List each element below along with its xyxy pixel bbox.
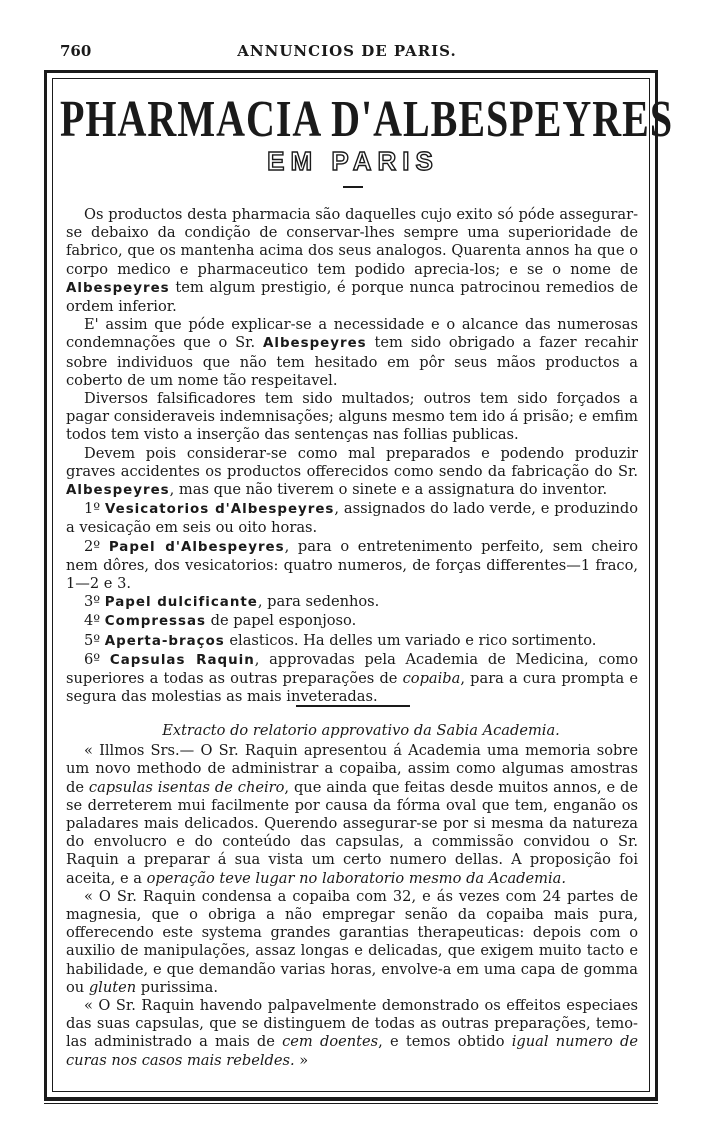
extract-paragraph [66,888,638,997]
page-header [60,42,634,62]
text-run: 4º [84,612,105,630]
product-name: Vesicatorios d'Albespeyres [105,502,335,518]
ad-paragraph [66,445,638,501]
text-run: tem sido obrigado a fazer recahir sobre individuos que não tem hesitado em pôr seus mãos productos a coberto de um nome tão respeitavel. [66,334,638,389]
text-run: 1º [84,500,105,518]
product-name: Albespeyres [262,336,367,352]
text-run: purissima. [136,978,218,996]
text-run: Diversos falsificadores tem sido multados; outros tem sido forçados a pagar consideraveis indemnisações; alguns mesmo tem ido á prisão; e emfim todos tem visto a inserção das sentenças nas follias publicas. [66,390,638,444]
product-name: Albespeyres [66,280,170,296]
text-run: , para o entretenimento perfeito, sem cheiro nem dôres, dos vesicatorios: quatro numeros, de forças differentes—1 fraco, 1—2 e 3. [66,537,638,593]
text-run: , e temos obtido [378,1033,512,1051]
italic-text: capsulas isentas de cheiro [88,778,285,796]
product-name: Albespeyres [66,483,170,499]
ad-paragraph [66,316,638,390]
italic-text: igual numero de curas nos casos mais rebeldes. [66,1033,638,1069]
advertisement-subtitle: EM PARIS [267,146,439,176]
section-divider [296,705,410,707]
text-run: , approvadas pela Academia de Medicina, como superiores a todas as outras preparações de [66,650,638,688]
ad-paragraph [66,500,638,537]
text-run: » [294,1051,309,1069]
extract-paragraph [66,742,638,888]
academy-report-extract [66,722,638,1070]
product-name: Compressas [104,614,206,630]
page-number: 760 [60,42,92,60]
italic-text: copaiba [402,670,461,688]
text-run: elasticos. Ha delles um variado e rico sortimento. [224,631,597,649]
text-run: 3º [84,593,105,611]
text-run: « Illmos Srs.— O Sr. Raquin apresentou á Academia uma memoria sobre um novo methodo de administrar a copaiba, assim como algumas amostras de [66,742,638,796]
extract-paragraph [66,997,638,1070]
running-head: ANNUNCIOS DE PARIS. [237,42,457,60]
product-name: Papel dulcificante [104,595,258,611]
advertisement-body [66,206,638,706]
text-run: « O Sr. Raquin havendo palpavelmente demonstrado os effeitos especiaes das suas capsulas, que se distinguem de todas as outras preparações, temo-las administrado a mais de [66,997,638,1051]
text-run: de papel esponjoso. [206,612,357,630]
bottom-border [44,1098,658,1104]
text-run: tem algum prestigio, é porque nunca patrocinou remedios de ordem inferior. [66,278,638,316]
text-run: Os productos desta pharmacia são daquelles cujo exito só póde assegurar-se debaixo da condição de conservar-lhes sempre uma superioridade de fabrico, que os mantenha acima dos seus analogos. Quarenta annos ha que o corpo medico e pharmaceutico tem podido aprecia-los; e se o nome de [66,206,638,278]
text-run: , para sedenhos. [257,593,380,611]
text-run: 2º [84,537,109,555]
text-run: 5º [84,631,105,649]
extract-body [66,742,638,1070]
italic-text: operação teve lugar no laboratorio mesmo da Academia. [146,869,566,887]
product-name: Aperta-braços [104,633,225,649]
text-run: , mas que não tiverem o sinete e a assignatura do inventor. [169,481,608,499]
ad-paragraph [66,538,638,594]
product-name: Capsulas Raquin [109,652,255,668]
text-run: , assignados do lado verde, e produzindo a vesicação em seis ou oito horas. [66,500,639,537]
product-name: Papel d'Albespeyres [108,539,285,555]
ad-paragraph [66,651,638,707]
text-run: , para a cura prompta e segura das molestias as mais inveteradas. [66,670,638,706]
italic-text: cem doentes [282,1033,379,1051]
ad-paragraph [66,612,638,631]
ad-paragraph [66,632,638,651]
italic-text: gluten [88,978,137,996]
text-run: E' assim que póde explicar-se a necessidade e o alcance das numerosas condemnações que o Sr. [66,316,638,352]
ad-paragraph [66,206,638,316]
text-run: Devem pois considerar-se como mal preparados e podendo produzir graves accidentes os productos offerecidos como sendo da fabricação do Sr. [66,444,638,480]
ad-paragraph [66,390,638,445]
text-run: « O Sr. Raquin condensa a copaiba com 32, e ás vezes com 24 partes de magnesia, que o obriga a não empregar senão da copaiba mais pura, offerecendo este systema grandes garantias therapeuticas: depois com o auxilio de manipulações, assaz longas e delicadas, que exigem muito tacto e habilidade, e que demandão varias horas, envolve-a em uma capa de gomma ou [66,887,638,996]
extract-heading: Extracto do relatorio approvativo da Sabia Academia. [162,722,560,739]
advertisement-title: PHARMACIA D'ALBESPEYRES [60,89,674,148]
text-run: , que ainda que feitas desde muitos annos, e de se derreterem mui facilmente por causa da fórma oval que tem, enganão os paladares mais delicados. Querendo assegurar-se por si mesma da natureza do envolucro e do conteúdo das capsulas, a commissão convidou o Sr. Raquin a preparar á sua vista um certo numero dellas. A proposição foi aceita, e a [66,778,639,887]
text-run: 6º [84,650,110,668]
title-dash-divider [343,186,363,188]
ad-paragraph [66,593,638,612]
